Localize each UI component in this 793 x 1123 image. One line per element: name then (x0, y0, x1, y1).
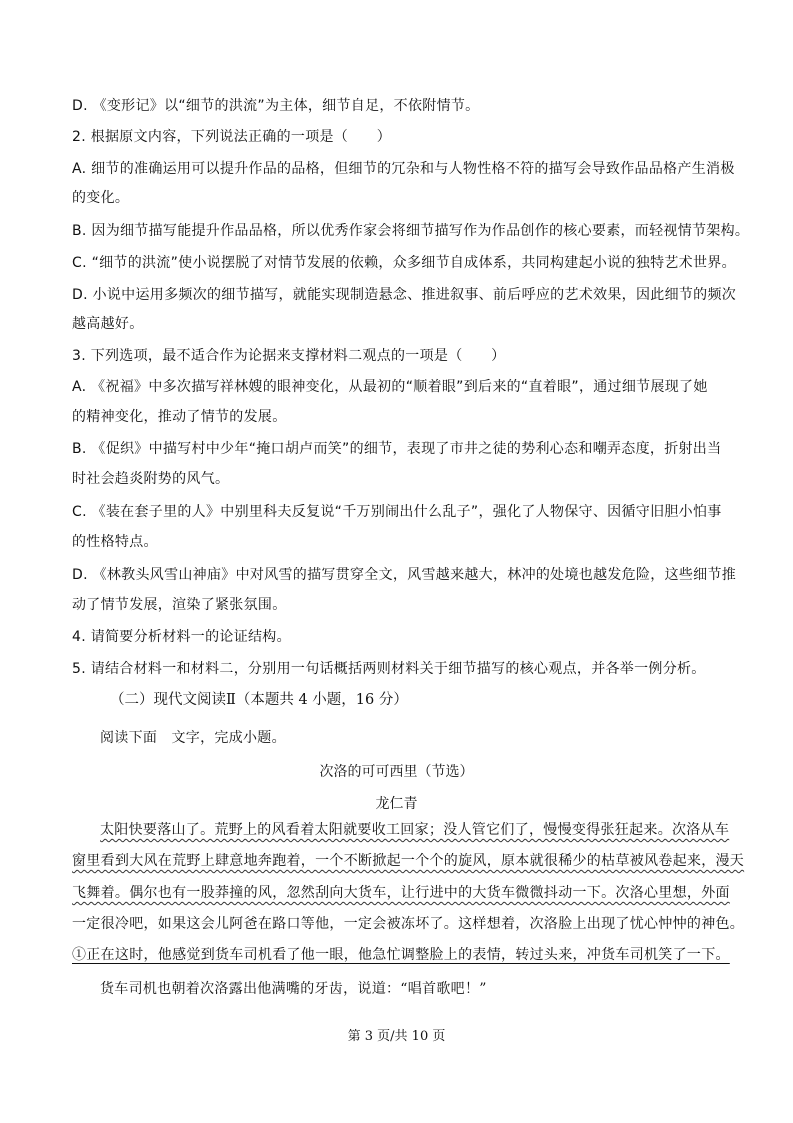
story-paragraph-2: 货车司机也朝着次洛露出他满嘴的牙齿，说道：“唱首歌吧！” (100, 981, 487, 997)
question-3-option-a-line-2: 的精神变化，推动了情节的发展。 (72, 409, 287, 425)
story-paragraph-1-line-3: 飞舞着。偶尔也有一股莽撞的风，忽然刮向大货车，让行进中的大货车微微抖动一下。次洛心里想，外面 (72, 885, 730, 901)
question-3-option-d-line-1: D. 《林教头风雪山神庙》中对风雪的描写贯穿全文，风雪越来越大，林冲的处境也越发危险，这些细节推 (72, 567, 737, 583)
question-2-option-d-line-1: D. 小说中运用多频次的细节描写，就能实现制造悬念、推进叙事、前后呼应的艺术效果，因此细节的频次 (72, 287, 737, 303)
question-3-stem: 3. 下列选项，最不适合作为论据来支撑材料二观点的一项是（ ） (72, 348, 506, 364)
story-paragraph-1-line-1: 太阳快要落山了。荒野上的风看着太阳就要收工回家；没人管它们了，慢慢变得张狂起来。次洛从车 (100, 822, 730, 838)
section-heading: （二）现代文阅读Ⅱ（本题共 4 小题，16 分） (110, 692, 408, 708)
question-2-option-a-line-2: 的变化。 (72, 190, 130, 206)
story-paragraph-1-line-2: 窗里看到大风在荒野上肆意地奔跑着，一个不断掀起一个个的旋风，原本就很稀少的枯草被风卷起来，漫天 (72, 853, 745, 869)
question-4: 4. 请简要分析材料一的论证结构。 (72, 629, 291, 645)
question-5: 5. 请结合材料一和材料二，分别用一句话概括两则材料关于细节描写的核心观点，并各举一例分析。 (72, 661, 706, 677)
question-2-option-c: C. “细节的洪流”使小说摆脱了对情节发展的依赖，众多细节自成体系，共同构建起小说的独特艺术世界。 (72, 255, 736, 271)
question-3-option-a-line-1: A. 《祝福》中多次描写祥林嫂的眼神变化，从最初的“顺着眼”到后来的“直着眼”，通过细节展现了她 (72, 379, 708, 395)
question-2-option-a-line-1: A. 细节的准确运用可以提升作品的品格，但细节的冗杂和与人物性格不符的描写会导致作品品格产生消极 (72, 161, 735, 177)
question-3-option-c-line-2: 的性格特点。 (72, 534, 158, 550)
question-1-option-d: D. 《变形记》以“细节的洪流”为主体，细节自足，不依附情节。 (72, 98, 480, 114)
question-3-option-c-line-1: C. 《装在套子里的人》中别里科夫反复说“千万别闹出什么乱子”，强化了人物保守、因循守旧胆小怕事 (72, 504, 722, 520)
story-paragraph-1-line-4: 一定很冷吧，如果这会儿阿爸在路口等他，一定会被冻坏了。这样想着，次洛脸上出现了忧心忡忡的神色。 (72, 916, 745, 932)
reading-instruction: 阅读下面 文字，完成小题。 (100, 730, 286, 746)
question-3-option-d-line-2: 动了情节发展，渲染了紧张氛围。 (72, 597, 287, 613)
page-footer: 第 3 页/共 10 页 (347, 1029, 446, 1044)
question-2-option-b: B. 因为细节描写能提升作品品格，所以优秀作家会将细节描写作为作品创作的核心要素，而轻视情节架构。 (72, 223, 750, 239)
story-author: 龙仁青 (375, 796, 418, 812)
story-title: 次洛的可可西里（节选） (319, 764, 474, 780)
question-3-option-b-line-2: 时社会趋炎附势的风气。 (72, 471, 230, 487)
story-paragraph-1-line-5-underlined: ①正在这时，他感觉到货车司机看了他一眼，他急忙调整脸上的表情，转过头来，冲货车司机笑了一下。 (72, 947, 730, 963)
question-2-stem: 2. 根据原文内容，下列说法正确的一项是（ ） (72, 129, 392, 145)
question-3-option-b-line-1: B. 《促织》中描写村中少年“掩口胡卢而笑”的细节，表现了市井之徒的势利心态和嘲弄态度，折射出当 (72, 441, 722, 457)
question-2-option-d-line-2: 越高越好。 (72, 316, 144, 332)
